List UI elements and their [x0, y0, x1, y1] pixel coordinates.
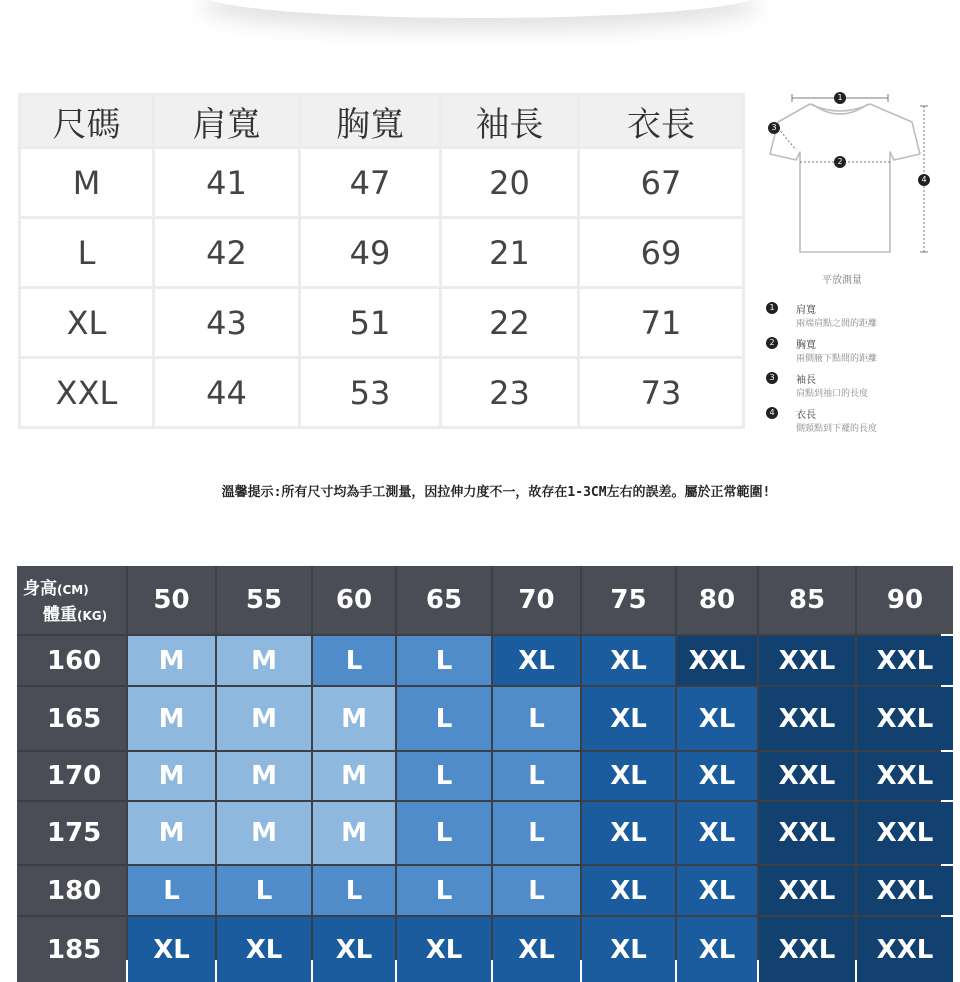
- size-cell: M: [20, 148, 154, 218]
- size-recommendation-cell: XXL: [677, 636, 757, 685]
- header-sleeve: 袖長: [441, 95, 579, 148]
- size-recommendation-cell: L: [397, 802, 491, 864]
- header-size: 尺碼: [20, 95, 154, 148]
- size-recommendation-cell: XL: [493, 917, 580, 982]
- height-row-header: 170: [17, 752, 126, 800]
- size-recommendation-cell: M: [217, 802, 311, 864]
- legend-number-icon: 1: [766, 302, 778, 314]
- size-recommendation-cell: XL: [397, 917, 491, 982]
- size-recommendation-cell: L: [397, 636, 491, 685]
- size-recommendation-cell: L: [313, 636, 395, 685]
- weight-header-cell: 70: [493, 566, 580, 634]
- height-row-header: 165: [17, 687, 126, 750]
- size-recommendation-cell: XXL: [759, 687, 855, 750]
- table-row: [20, 288, 744, 358]
- weight-header-cell: 50: [128, 566, 215, 634]
- size-recommendation-cell: L: [397, 752, 491, 800]
- legend-item: [766, 335, 952, 370]
- size-recommendation-cell: XXL: [857, 866, 953, 915]
- marker-4-icon: 4: [918, 174, 930, 186]
- size-recommendation-cell: XL: [128, 917, 215, 982]
- chest-cell: 47: [300, 148, 441, 218]
- size-recommendation-cell: M: [313, 687, 395, 750]
- shoulder-cell: 43: [154, 288, 300, 358]
- legend-item: [766, 300, 952, 335]
- weight-header-cell: 80: [677, 566, 757, 634]
- size-recommendation-cell: XL: [582, 917, 675, 982]
- legend-title: 袖長: [796, 375, 816, 386]
- size-recommendation-cell: M: [128, 687, 215, 750]
- weight-header-cell: 75: [582, 566, 675, 634]
- height-row-header: 185: [17, 917, 126, 982]
- table-row: [20, 218, 744, 288]
- size-cell: XL: [20, 288, 154, 358]
- size-recommendation-cell: M: [128, 802, 215, 864]
- legend-title: 肩寬: [796, 305, 816, 316]
- length-cell: 67: [579, 148, 744, 218]
- size-table: [18, 93, 745, 429]
- weight-header-cell: 85: [759, 566, 855, 634]
- sleeve-cell: 23: [441, 358, 579, 428]
- size-recommendation-cell: XL: [677, 687, 757, 750]
- size-recommendation-cell: L: [493, 866, 580, 915]
- legend-item: [766, 370, 952, 405]
- length-cell: 69: [579, 218, 744, 288]
- height-weight-grid: [17, 566, 941, 965]
- height-label: 身高: [23, 579, 57, 599]
- legend-number-icon: 3: [766, 372, 778, 384]
- size-recommendation-cell: XL: [582, 636, 675, 685]
- header-chest: 胸寬: [300, 95, 441, 148]
- size-recommendation-cell: M: [217, 687, 311, 750]
- weight-header-cell: 65: [397, 566, 491, 634]
- size-cell: XXL: [20, 358, 154, 428]
- shoulder-cell: 42: [154, 218, 300, 288]
- size-recommendation-cell: XXL: [759, 866, 855, 915]
- size-recommendation-cell: M: [217, 752, 311, 800]
- sleeve-cell: 20: [441, 148, 579, 218]
- size-recommendation-cell: XL: [313, 917, 395, 982]
- size-recommendation-cell: L: [397, 866, 491, 915]
- table-row: [20, 358, 744, 428]
- legend-desc: 兩側腋下點間的距離: [796, 354, 878, 364]
- size-recommendation-cell: XL: [493, 636, 580, 685]
- size-recommendation-cell: XXL: [759, 917, 855, 982]
- size-recommendation-cell: XL: [582, 687, 675, 750]
- size-recommendation-cell: XXL: [857, 687, 953, 750]
- table-row: [20, 148, 744, 218]
- sleeve-cell: 22: [441, 288, 579, 358]
- marker-2-icon: 2: [834, 156, 846, 168]
- height-weight-chart: [17, 566, 941, 965]
- chest-cell: 51: [300, 288, 441, 358]
- size-recommendation-cell: M: [313, 802, 395, 864]
- sleeve-cell: 21: [441, 218, 579, 288]
- size-cell: L: [20, 218, 154, 288]
- measurement-diagram: [752, 84, 952, 444]
- length-cell: 73: [579, 358, 744, 428]
- corner-header: [17, 566, 126, 634]
- legend-desc: 肩點到袖口的長度: [796, 389, 869, 399]
- measurement-legend: [766, 300, 952, 440]
- size-recommendation-cell: L: [493, 687, 580, 750]
- size-recommendation-cell: M: [313, 752, 395, 800]
- size-recommendation-cell: XL: [582, 752, 675, 800]
- length-cell: 71: [579, 288, 744, 358]
- size-recommendation-cell: L: [493, 752, 580, 800]
- legend-item: [766, 405, 952, 440]
- size-recommendation-cell: XL: [677, 802, 757, 864]
- size-recommendation-cell: L: [128, 866, 215, 915]
- flat-measure-label: 平放測量: [822, 275, 862, 286]
- size-recommendation-cell: XL: [677, 866, 757, 915]
- shoulder-cell: 41: [154, 148, 300, 218]
- weight-label: 體重: [43, 605, 77, 625]
- size-recommendation-cell: XXL: [759, 802, 855, 864]
- legend-desc: 側頸點到下襬的長度: [796, 424, 878, 434]
- size-recommendation-cell: M: [128, 636, 215, 685]
- weight-header-cell: 60: [313, 566, 395, 634]
- size-recommendation-cell: L: [397, 687, 491, 750]
- size-recommendation-cell: M: [217, 636, 311, 685]
- marker-3-icon: 3: [768, 122, 780, 134]
- top-shadow-decoration: [200, 0, 760, 18]
- height-row-header: 175: [17, 802, 126, 864]
- size-recommendation-cell: L: [313, 866, 395, 915]
- chest-cell: 53: [300, 358, 441, 428]
- weight-header-cell: 90: [857, 566, 953, 634]
- marker-1-icon: 1: [834, 92, 846, 104]
- legend-number-icon: 4: [766, 407, 778, 419]
- height-row-header: 160: [17, 636, 126, 685]
- header-length: 衣長: [579, 95, 744, 148]
- header-shoulder: 肩寬: [154, 95, 300, 148]
- size-recommendation-cell: XXL: [857, 802, 953, 864]
- size-recommendation-cell: L: [493, 802, 580, 864]
- weight-unit: (KG): [77, 609, 108, 623]
- size-recommendation-cell: XL: [582, 802, 675, 864]
- size-recommendation-cell: XL: [677, 752, 757, 800]
- legend-number-icon: 2: [766, 337, 778, 349]
- measurement-notice: 溫馨提示:所有尺寸均為手工測量，因拉伸力度不一，故存在1-3CM左右的誤差。屬於正常範圍!: [221, 485, 771, 500]
- weight-header-cell: 55: [217, 566, 311, 634]
- legend-desc: 兩端肩點之間的距離: [796, 319, 878, 329]
- chest-cell: 49: [300, 218, 441, 288]
- size-recommendation-cell: XL: [677, 917, 757, 982]
- height-unit: (CM): [57, 583, 89, 597]
- legend-title: 胸寬: [796, 340, 816, 351]
- size-recommendation-cell: XXL: [857, 752, 953, 800]
- size-recommendation-cell: XXL: [857, 917, 953, 982]
- size-recommendation-cell: XL: [217, 917, 311, 982]
- size-table-header-row: [20, 95, 744, 148]
- shoulder-cell: 44: [154, 358, 300, 428]
- size-recommendation-cell: XXL: [759, 636, 855, 685]
- size-recommendation-cell: XXL: [857, 636, 953, 685]
- size-recommendation-cell: XL: [582, 866, 675, 915]
- size-recommendation-cell: XXL: [759, 752, 855, 800]
- size-recommendation-cell: M: [128, 752, 215, 800]
- height-row-header: 180: [17, 866, 126, 915]
- legend-title: 衣長: [796, 410, 816, 421]
- size-recommendation-cell: L: [217, 866, 311, 915]
